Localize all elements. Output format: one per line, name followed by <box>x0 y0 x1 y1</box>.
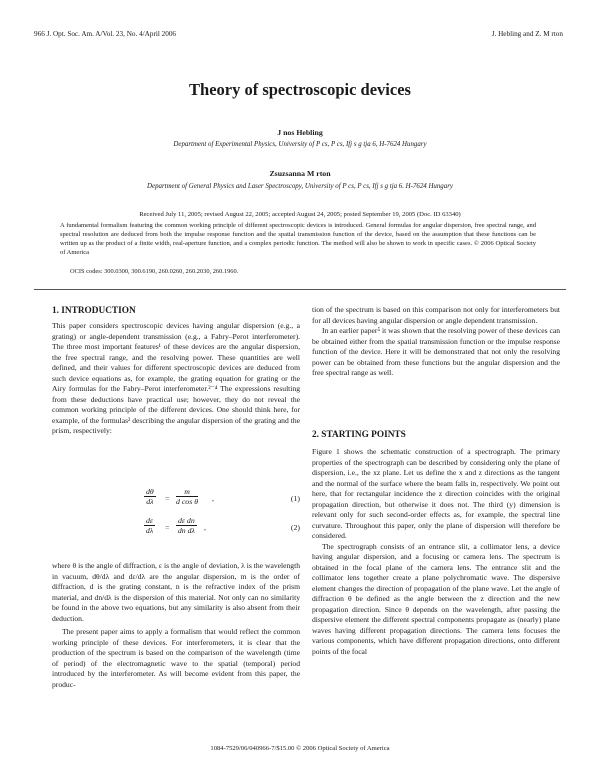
eq1-rhs-numerator: m <box>176 487 198 497</box>
eq2-equals: = <box>165 523 170 532</box>
author-affiliation-1: Department of Experimental Physics, University of P cs, P cs, Ifj s g tja 6, H-7624 Hungary <box>173 141 427 148</box>
running-header-right: J. Hebling and Z. M rton <box>491 30 563 38</box>
section-heading-introduction: 1. INTRODUCTION <box>52 306 136 316</box>
eq1-lhs-numerator: dθ <box>146 487 154 496</box>
eq1-lhs-denominator: dλ <box>146 497 154 506</box>
eq2-number: (2) <box>290 523 300 532</box>
starting-points-paragraph-2: The spectrograph consists of an entrance slit, a collimator lens, a device having angular dispersion, and a focusing or camera lens. The spectrum is obtained in the focal plane of the camera lens. The entrance slit and the collimator lens together create a plane polychromatic wave. The dispersive element changes the direction of propagation of the plane wave. Let the angle of diffraction θ be defined as the angle between the z direction and the new propagation direction. Since θ depends on the wavelength, after passing the dispersive element the different spectral components propagate as (nearly) plane waves having different propagation directions. The camera lens focuses the various components, which have different propagation directions, onto different points of the focal <box>312 541 560 656</box>
abstract: A fundamental formalism featuring the common working principle of different spectroscopic devices is introduced. General formulas for angular dispersion, free spectral range, and spectral resolution are deduced from both the impulse response function and the spatial transmission function of the device, based on the assumption that these functions can be written up as the product of a finite width, real-aperture function, and a complex periodic function. The method will also be shown to work in specific cases. © 2006 Optical Society of America <box>60 222 536 256</box>
right-column <box>312 305 560 379</box>
eq1-rhs-denominator: d cos θ <box>176 497 199 506</box>
author-affiliation-2: Department of General Physics and Laser Spectroscopy, University of P cs, P cs, Ifj s g tja 6. H-7624 Hungary <box>147 183 453 190</box>
intro-paragraph-3: The present paper aims to apply a formalism that would reflect the common working principle of these devices. For interferometers, it is clear that the production of the spectrum is based on the comparison of the wavelength (time of period) of the electromagnetic wave to the spatial (temporal) period introduced by the interferometer. As will become evident from this paper, the produc- <box>52 627 300 689</box>
intro-paragraph-1: This paper considers spectroscopic devices having angular dispersion (e.g., a grating) or angle-dependent transmission (e.g., a Fabry–Perot interferometer). The three most important features¹ of these devices are the angular dispersion, the free spectral range, and the resolving power. These quantities are well defined, and their values for different spectroscopic devices are deduced from such device equations as, for example, the grating equation for grating or the Airy formulas for the Fabry–Perot interferometer.²⁻⁴ The expressions resulting from these deductions have practical use; however, they do not reveal the common working principle of the different devices. One should think here, for example, of the formulas² describing the angular dispersion of the grating and the prism, respectively: <box>52 321 300 435</box>
starting-points-paragraph-1: Figure 1 shows the schematic construction of a spectrograph. The primary properties of the spectrograph can be described by considering only the plane of dispersion, i.e., the xz plane. Let us define the x and z directions as the tangent and the normal of the surface where the beam falls in, respectively. We point out here, that for rectangular incidence the z direction coincides with the original propagation direction, but otherwise it does not. The third (y) dimension is relevant only for such second-order effects as, for example, the spectral line curvature. Throughout this paper, only the plane of dispersion will therefore be considered. <box>312 447 560 540</box>
author-name-1: J nos Hebling <box>277 128 323 137</box>
left-column <box>52 321 300 437</box>
abstract-divider <box>34 289 566 290</box>
eq2-rhs-denominator: dn dλ <box>177 526 195 535</box>
eq2-rhs-numerator: dε dn <box>178 516 195 525</box>
running-header-left: 966 J. Opt. Soc. Am. A/Vol. 23, No. 4/April 2006 <box>34 30 177 38</box>
intro-paragraph-2: where θ is the angle of diffraction, ε is the angle of deviation, λ is the wavelength in vacuum, dθ/dλ and dε/dλ are the angular dispersion, m is the order of diffraction, d is the grating constant, n is the refractive index of the prism material, and dn/dλ is the dispersion of this material. Not only can no similarity be found in the above two equations, but any similarity is also absent from their deduction. <box>52 561 300 623</box>
author-name-2: Zsuzsanna M rton <box>269 169 331 178</box>
left-column-continued <box>52 561 300 690</box>
footer-copyright: 1084-7529/06/040966-7/$15.00 © 2006 Optical Society of America <box>210 745 390 752</box>
eq2-comma: , <box>204 523 206 532</box>
intro-paragraph-5: In an earlier paper⁵ it was shown that the resolving power of these devices can be obtained either from the spatial transmission function or the impulse response function of the device. Here it will be demonstrated that not only the resolving power can be obtained from these functions but the angular dispersion and the free spectral range as well. <box>312 326 560 377</box>
received-dates: Received July 11, 2005; revised August 22, 2005; accepted August 24, 2005; posted September 19, 2005 (Doc. ID 63340) <box>139 211 461 218</box>
eq1-equals: = <box>165 494 170 503</box>
ocis-codes: OCIS codes: 300.0300, 300.6190, 260.0260, 260.2030, 260.1960. <box>70 268 239 275</box>
eq2-lhs-denominator: dλ <box>145 526 154 535</box>
eq1-comma: , <box>212 494 214 503</box>
intro-paragraph-4: tion of the spectrum is based on this comparison not only for interferometers but for all devices having angular dispersion or angle dependent transmission. <box>312 305 560 325</box>
paper-title: Theory of spectroscopic devices <box>189 80 411 99</box>
eq1-number: (1) <box>290 494 300 503</box>
section-heading-starting-points: 2. STARTING POINTS <box>312 430 406 440</box>
eq2-lhs-numerator: dε <box>146 516 153 525</box>
right-column-section-2 <box>312 447 560 657</box>
